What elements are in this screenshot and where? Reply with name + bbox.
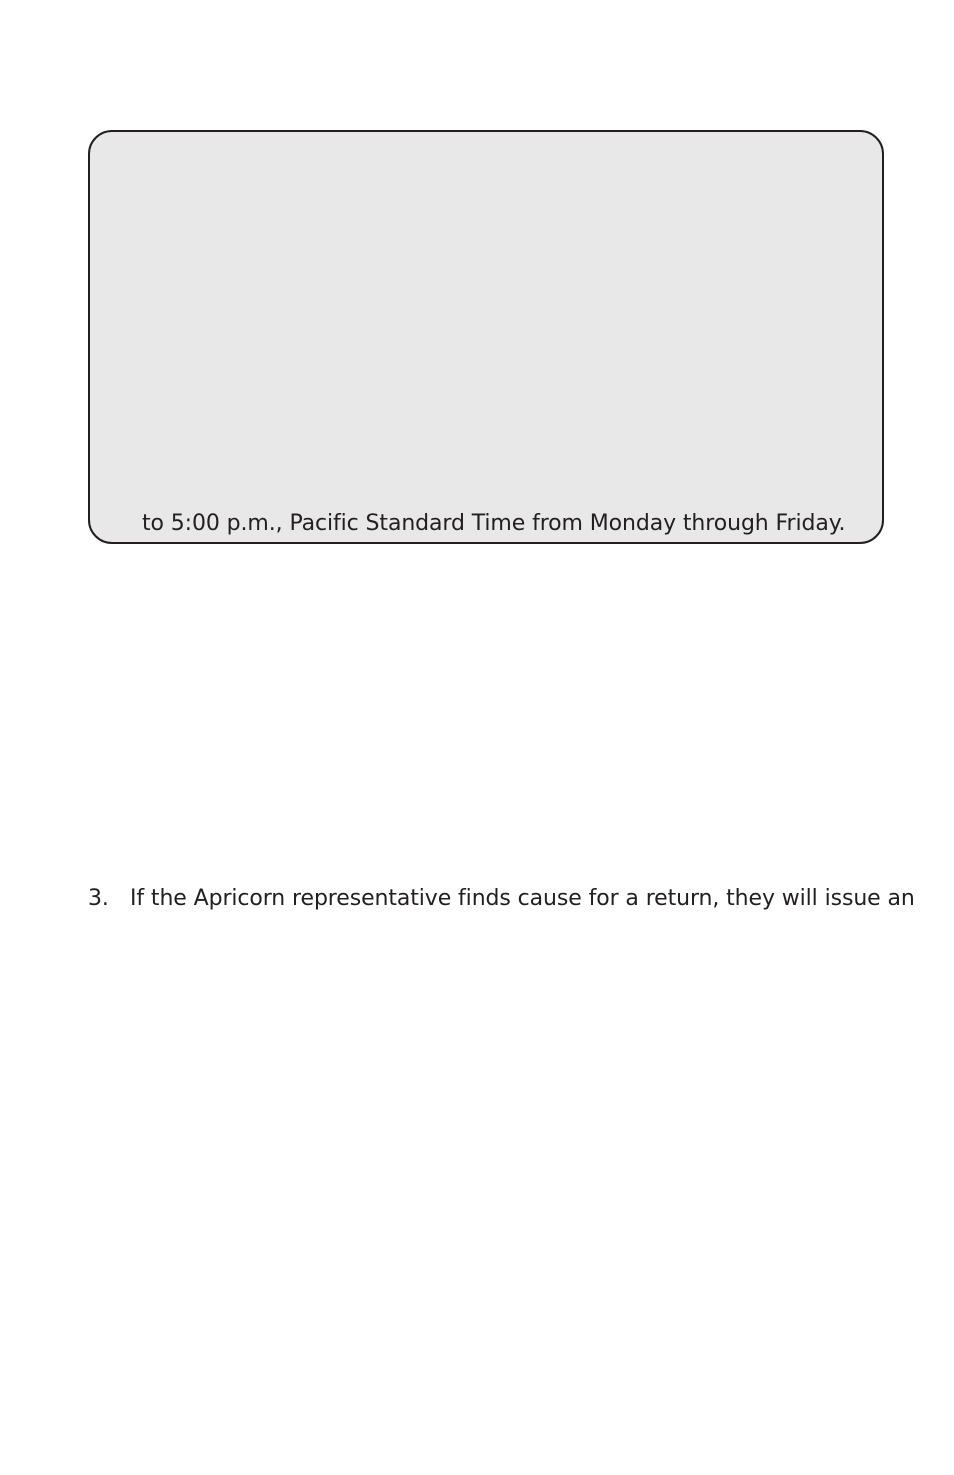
step-text: If the Apricorn representative finds cause for a return, they will issue an (130, 886, 915, 911)
list-item-step-3 (88, 885, 915, 913)
step-number: 3. (88, 886, 109, 911)
support-hours-callout (88, 130, 884, 544)
support-hours-text: to 5:00 p.m., Pacific Standard Time from Monday through Friday. (142, 511, 846, 536)
